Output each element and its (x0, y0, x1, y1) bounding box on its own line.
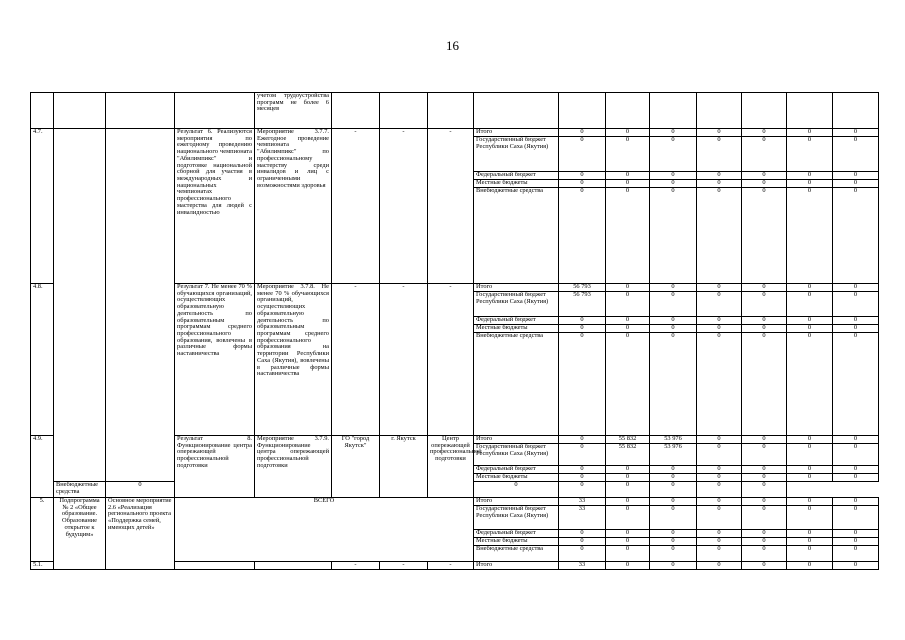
value-cell: 55 832 (606, 444, 650, 466)
value-cell: 0 (650, 129, 697, 137)
value-cell: 0 (606, 482, 650, 498)
value-cell: 0 (787, 530, 833, 538)
fin-label: Итого (474, 284, 559, 292)
dash-cell: - (428, 562, 474, 570)
value-cell: 0 (606, 129, 650, 137)
value-cell: 0 (787, 498, 833, 506)
fin-label: Внебюджетные средства (474, 546, 559, 562)
value-cell: 0 (650, 292, 697, 317)
object-cell: ГО "город Якутск" (332, 436, 380, 498)
value-cell: 0 (697, 333, 742, 436)
value-cell: 0 (650, 172, 697, 180)
value-cell: 0 (606, 292, 650, 317)
value-cell: 0 (787, 188, 833, 284)
value-cell: 53 976 (650, 444, 697, 466)
fin-label: Государственный бюджет Республики Саха (Якутия) (474, 444, 559, 466)
page-number: 16 (446, 38, 459, 53)
value-cell: 0 (742, 498, 787, 506)
value-cell: 0 (606, 562, 650, 570)
value-cell: 0 (742, 474, 787, 482)
value-cell: 0 (742, 317, 787, 325)
dash-cell: - (428, 284, 474, 436)
value-cell: 0 (650, 530, 697, 538)
value-cell: 0 (559, 482, 606, 498)
value-cell: 0 (650, 317, 697, 325)
row-number: 5.1. (31, 562, 54, 570)
value-cell: 0 (697, 530, 742, 538)
value-cell: 0 (787, 172, 833, 180)
value-cell: 33 (559, 498, 606, 506)
subprogram-cell: Подпрограмма № 2 «Общее образование. Образование открытое к будущим» (54, 498, 106, 570)
value-cell: 0 (833, 436, 879, 444)
value-cell: 0 (742, 292, 787, 317)
value-cell: 0 (697, 172, 742, 180)
value-cell: 0 (787, 292, 833, 317)
dash-cell: - (332, 129, 380, 284)
value-cell: 0 (833, 562, 879, 570)
empty-cell (255, 562, 332, 570)
value-cell: 0 (559, 317, 606, 325)
empty-cell (106, 129, 175, 482)
value-cell: 0 (606, 325, 650, 333)
value-cell: 0 (697, 562, 742, 570)
value-cell: 0 (833, 325, 879, 333)
value-cell: 0 (833, 180, 879, 188)
value-cell: 0 (650, 562, 697, 570)
value-cell: 0 (697, 482, 742, 498)
fin-label: Внебюджетные средства (474, 333, 559, 436)
activity-cell: Мероприятие 3.7.8. Не менее 70 % обучающихся организаций, осуществляющих образовательную деятельность по образовательным программам среднего профессионального образования на территории Республики Саха (Якутия), вовлечены в различные формы наставничества (255, 284, 332, 436)
fin-label: Федеральный бюджет (474, 530, 559, 538)
value-cell: 0 (787, 436, 833, 444)
place-cell: г. Якутск (380, 436, 428, 498)
value-cell: 0 (559, 436, 606, 444)
value-cell: 0 (833, 444, 879, 466)
value-cell: 0 (787, 466, 833, 474)
value-cell: 0 (650, 325, 697, 333)
value-cell: 0 (787, 444, 833, 466)
table-row (31, 93, 879, 129)
value-cell: 0 (833, 530, 879, 538)
value-cell: 0 (787, 333, 833, 436)
value-cell: 0 (474, 482, 559, 498)
value-cell: 0 (742, 436, 787, 444)
value-cell: 0 (833, 506, 879, 530)
value-cell: 0 (742, 180, 787, 188)
dash-cell: - (332, 284, 380, 436)
value-cell: 0 (650, 546, 697, 562)
value-cell: 0 (559, 444, 606, 466)
dash-cell: - (332, 562, 380, 570)
value-cell: 0 (606, 538, 650, 546)
activity-cell: учетом трудоустройства программ не более 6 месяцев (255, 93, 332, 129)
row-number: 4.8. (31, 284, 54, 436)
value-cell: 0 (742, 172, 787, 180)
executor-cell: Центр опережающей профессиональной подготовки (428, 436, 474, 498)
value-cell: 0 (559, 538, 606, 546)
value-cell: 0 (559, 129, 606, 137)
value-cell: 0 (833, 498, 879, 506)
value-cell: 0 (606, 188, 650, 284)
value-cell: 0 (606, 180, 650, 188)
value-cell: 0 (106, 482, 175, 498)
value-cell: 0 (833, 538, 879, 546)
value-cell: 0 (697, 180, 742, 188)
value-cell: 0 (742, 129, 787, 137)
empty-cell (54, 129, 106, 482)
value-cell: 0 (742, 325, 787, 333)
value-cell: 0 (559, 180, 606, 188)
value-cell: 0 (742, 188, 787, 284)
fin-label: Местные бюджеты (474, 325, 559, 333)
dash-cell: - (428, 129, 474, 284)
value-cell: 56 793 (559, 292, 606, 317)
value-cell: 0 (650, 466, 697, 474)
value-cell: 0 (742, 506, 787, 530)
value-cell: 0 (833, 317, 879, 325)
value-cell: 0 (697, 137, 742, 172)
fin-label: Федеральный бюджет (474, 172, 559, 180)
value-cell: 0 (787, 538, 833, 546)
value-cell: 0 (650, 538, 697, 546)
dash-cell: - (380, 129, 428, 284)
value-cell: 33 (559, 506, 606, 530)
value-cell: 0 (559, 137, 606, 172)
value-cell: 0 (606, 172, 650, 180)
value-cell: 0 (559, 325, 606, 333)
value-cell: 0 (833, 172, 879, 180)
value-cell: 0 (833, 137, 879, 172)
value-cell: 0 (697, 284, 742, 292)
value-cell: 0 (650, 333, 697, 436)
value-cell: 0 (833, 129, 879, 137)
main-activity-cell: Основное мероприятие 2.6 «Реализация регионального проекта «Поддержка семей, имеющих детей» (106, 498, 175, 570)
value-cell: 0 (787, 474, 833, 482)
value-cell: 0 (742, 538, 787, 546)
fin-label: Внебюджетные средства (474, 188, 559, 284)
value-cell: 0 (697, 466, 742, 474)
fin-label: Государственный бюджет Республики Саха (Якутия) (474, 506, 559, 530)
value-cell: 0 (650, 474, 697, 482)
activity-cell: Мероприятие 3.7.7. Ежегодное проведение чемпионата "Абилимпикс" по профессиональному мастерству среди инвалидов и лиц с ограниченными возможностями здоровья (255, 129, 332, 284)
value-cell: 0 (787, 562, 833, 570)
value-cell: 0 (742, 530, 787, 538)
value-cell: 0 (606, 498, 650, 506)
value-cell: 0 (833, 284, 879, 292)
value-cell: 0 (559, 333, 606, 436)
value-cell: 0 (559, 474, 606, 482)
financing-table (30, 92, 879, 570)
value-cell: 0 (559, 546, 606, 562)
value-cell: 0 (606, 466, 650, 474)
value-cell: 0 (742, 284, 787, 292)
value-cell: 0 (697, 325, 742, 333)
value-cell: 0 (787, 325, 833, 333)
value-cell: 0 (650, 482, 697, 498)
fin-label: Внебюджетные средства (54, 482, 106, 498)
result-cell: Результат 8. Функционирование центра опережающей профессиональной подготовки (175, 436, 255, 498)
value-cell: 0 (742, 466, 787, 474)
fin-label: Местные бюджеты (474, 180, 559, 188)
dash-cell: - (380, 284, 428, 436)
value-cell: 0 (697, 498, 742, 506)
value-cell: 0 (833, 466, 879, 474)
value-cell: 0 (650, 188, 697, 284)
value-cell: 0 (650, 498, 697, 506)
fin-label: Итого (474, 562, 559, 570)
value-cell: 0 (697, 444, 742, 466)
value-cell: 53 976 (650, 436, 697, 444)
value-cell: 0 (742, 546, 787, 562)
fin-label: Государственный бюджет Республики Саха (Якутия) (474, 292, 559, 317)
value-cell: 0 (833, 188, 879, 284)
value-cell: 0 (697, 292, 742, 317)
value-cell: 0 (787, 506, 833, 530)
fin-label: Местные бюджеты (474, 538, 559, 546)
value-cell: 0 (833, 333, 879, 436)
fin-label: Местные бюджеты (474, 474, 559, 482)
value-cell: 0 (742, 333, 787, 436)
table-row (31, 129, 879, 137)
dash-cell: - (380, 562, 428, 570)
value-cell: 0 (650, 137, 697, 172)
empty-cell (175, 562, 255, 570)
value-cell: 0 (697, 506, 742, 530)
value-cell: 0 (742, 444, 787, 466)
result-cell: Результат 6. Реализуются мероприятия по ежегодному проведению национального чемпионата "Абилимпикс" и подготовке национальной сборной для участия в международных и национальных чемпионатах профессионального мастерства для людей с инвалидностью (175, 129, 255, 284)
value-cell: 0 (650, 180, 697, 188)
row-number: 4.9. (31, 436, 54, 498)
value-cell: 0 (697, 538, 742, 546)
value-cell: 0 (606, 284, 650, 292)
value-cell: 0 (606, 333, 650, 436)
fin-label: Итого (474, 436, 559, 444)
value-cell: 0 (742, 562, 787, 570)
value-cell: 0 (559, 188, 606, 284)
value-cell: 0 (833, 546, 879, 562)
total-label: ВСЕГО (175, 498, 474, 562)
value-cell: 0 (606, 317, 650, 325)
value-cell: 0 (697, 436, 742, 444)
value-cell: 0 (606, 137, 650, 172)
value-cell: 0 (787, 546, 833, 562)
value-cell: 0 (697, 188, 742, 284)
value-cell: 0 (606, 474, 650, 482)
value-cell: 0 (697, 129, 742, 137)
activity-cell: Мероприятие 3.7.9. Функционирование центра опережающей профессиональной подготовки (255, 436, 332, 498)
value-cell: 0 (606, 506, 650, 530)
value-cell: 0 (559, 172, 606, 180)
value-cell: 0 (697, 546, 742, 562)
value-cell: 0 (559, 466, 606, 474)
value-cell: 55 832 (606, 436, 650, 444)
value-cell: 33 (559, 562, 606, 570)
fin-label: Федеральный бюджет (474, 317, 559, 325)
value-cell: 0 (787, 180, 833, 188)
fin-label: Федеральный бюджет (474, 466, 559, 474)
value-cell: 0 (697, 317, 742, 325)
table-row (31, 498, 879, 506)
fin-label: Итого (474, 129, 559, 137)
fin-label: Итого (474, 498, 559, 506)
value-cell: 0 (742, 482, 787, 498)
value-cell: 0 (650, 506, 697, 530)
value-cell: 0 (559, 530, 606, 538)
row-number: 4.7. (31, 129, 54, 284)
value-cell: 0 (606, 530, 650, 538)
value-cell: 0 (650, 284, 697, 292)
value-cell: 0 (787, 317, 833, 325)
result-cell: Результат 7. Не менее 70 % обучающихся организаций, осуществляющих образовательную деятельность по образовательным программам среднего профессионального образования, вовлечены в различные формы наставничества (175, 284, 255, 436)
value-cell: 0 (697, 474, 742, 482)
value-cell: 0 (787, 284, 833, 292)
value-cell: 0 (742, 137, 787, 172)
row-number: 5. (31, 498, 54, 562)
value-cell: 0 (606, 546, 650, 562)
value-cell: 0 (833, 292, 879, 317)
value-cell: 0 (787, 129, 833, 137)
value-cell: 0 (787, 137, 833, 172)
value-cell: 56 793 (559, 284, 606, 292)
fin-label: Государственный бюджет Республики Саха (Якутия) (474, 137, 559, 172)
value-cell: 0 (833, 474, 879, 482)
